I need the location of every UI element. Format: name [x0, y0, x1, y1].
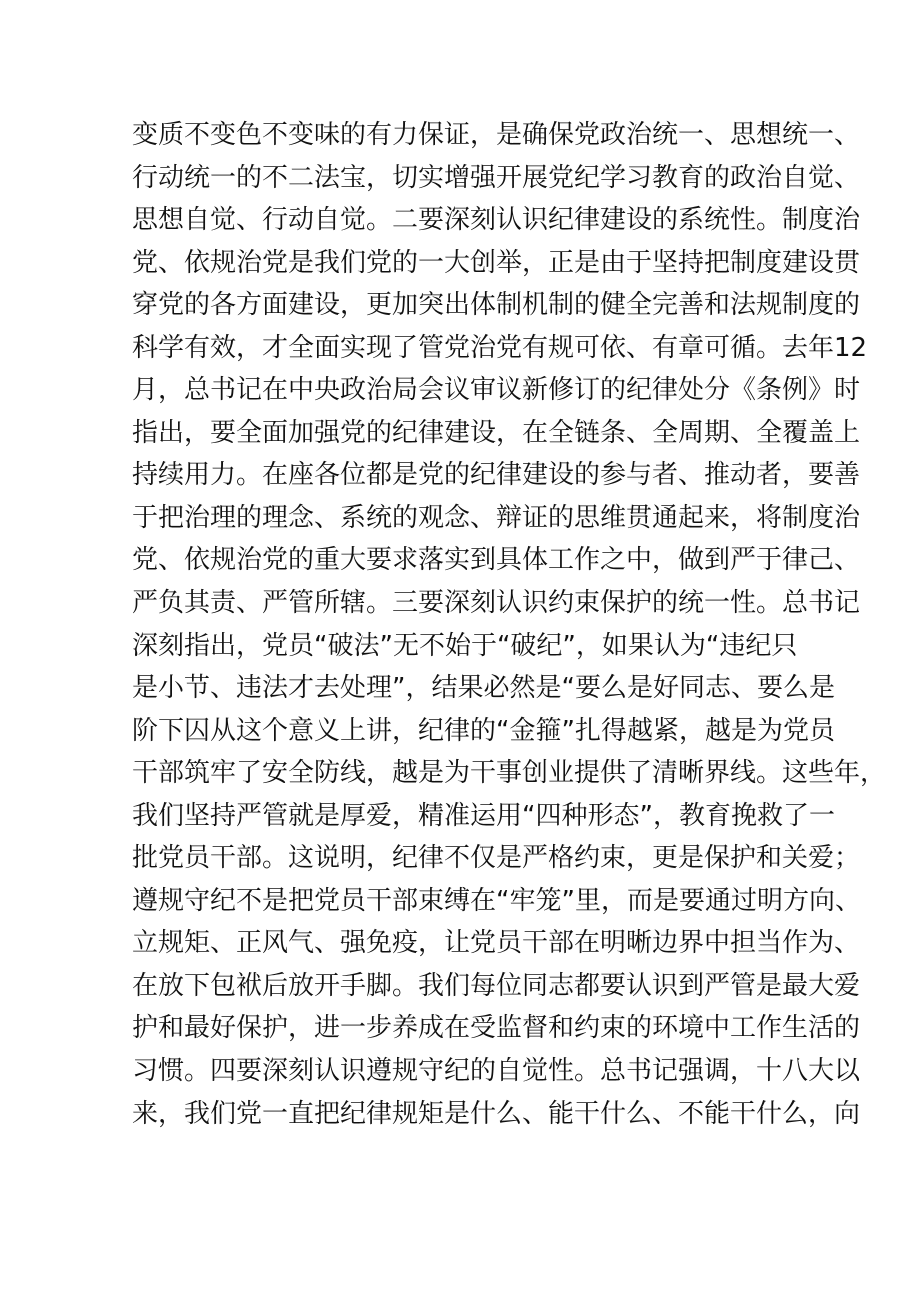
- text-line: 立规矩、正风气、强免疫，让党员干部在明晰边界中担当作为、: [132, 928, 861, 959]
- text-line: 批党员干部。这说明，纪律不仅是严格约束，更是保护和关爱；: [132, 843, 861, 874]
- text-line: 遵规守纪不是把党员干部束缚在“牢笼”里，而是要通过明方向、: [132, 885, 861, 916]
- text-line: 科学有效，才全面实现了管党治党有规可依、有章可循。去年12: [132, 332, 868, 363]
- text-line: 指出，要全面加强党的纪律建设，在全链条、全周期、全覆盖上: [132, 417, 861, 448]
- text-line: 党、依规治党是我们党的一大创举，正是由于坚持把制度建设贯: [132, 247, 861, 278]
- text-line: 行动统一的不二法宝，切实增强开展党纪学习教育的政治自觉、: [132, 162, 861, 193]
- text-line: 来，我们党一直把纪律规矩是什么、能干什么、不能干什么，向: [132, 1098, 861, 1129]
- text-line: 在放下包袱后放开手脚。我们每位同志都要认识到严管是最大爱: [132, 970, 861, 1001]
- text-line: 干部筑牢了安全防线，越是为干事创业提供了清晰界线。这些年，: [132, 758, 887, 789]
- text-line: 阶下囚从这个意义上讲，纪律的“金箍”扎得越紧，越是为党员: [132, 715, 835, 746]
- text-line: 月，总书记在中央政治局会议审议新修订的纪律处分《条例》时: [132, 375, 861, 406]
- text-line: 变质不变色不变味的有力保证，是确保党政治统一、思想统一、: [132, 120, 861, 150]
- text-line: 深刻指出，党员“破法”无不始于“破纪”，如果认为“违纪只: [132, 630, 798, 661]
- text-line: 习惯。四要深刻认识遵规守纪的自觉性。总书记强调，十八大以: [132, 1056, 861, 1087]
- text-line: 思想自觉、行动自觉。二要深刻认识纪律建设的系统性。制度治: [132, 205, 861, 236]
- text-line: 持续用力。在座各位都是党的纪律建设的参与者、推动者，要善: [132, 460, 861, 491]
- text-line: 于把治理的理念、系统的观念、辩证的思维贯通起来，将制度治: [132, 502, 861, 533]
- body-text: [132, 114, 887, 1135]
- text-line: 严负其责、严管所辖。三要深刻认识约束保护的统一性。总书记: [132, 588, 861, 619]
- text-line: 是小节、违法才去处理”，结果必然是“要么是好同志、要么是: [132, 673, 835, 704]
- text-line: 党、依规治党的重大要求落实到具体工作之中，做到严于律己、: [132, 545, 861, 576]
- text-line: 穿党的各方面建设，更加突出体制机制的健全完善和法规制度的: [132, 290, 861, 321]
- text-line: 我们坚持严管就是厚爱，精准运用“四种形态”，教育挽救了一: [132, 800, 835, 831]
- text-line: 护和最好保护，进一步养成在受监督和约束的环境中工作生活的: [132, 1013, 861, 1044]
